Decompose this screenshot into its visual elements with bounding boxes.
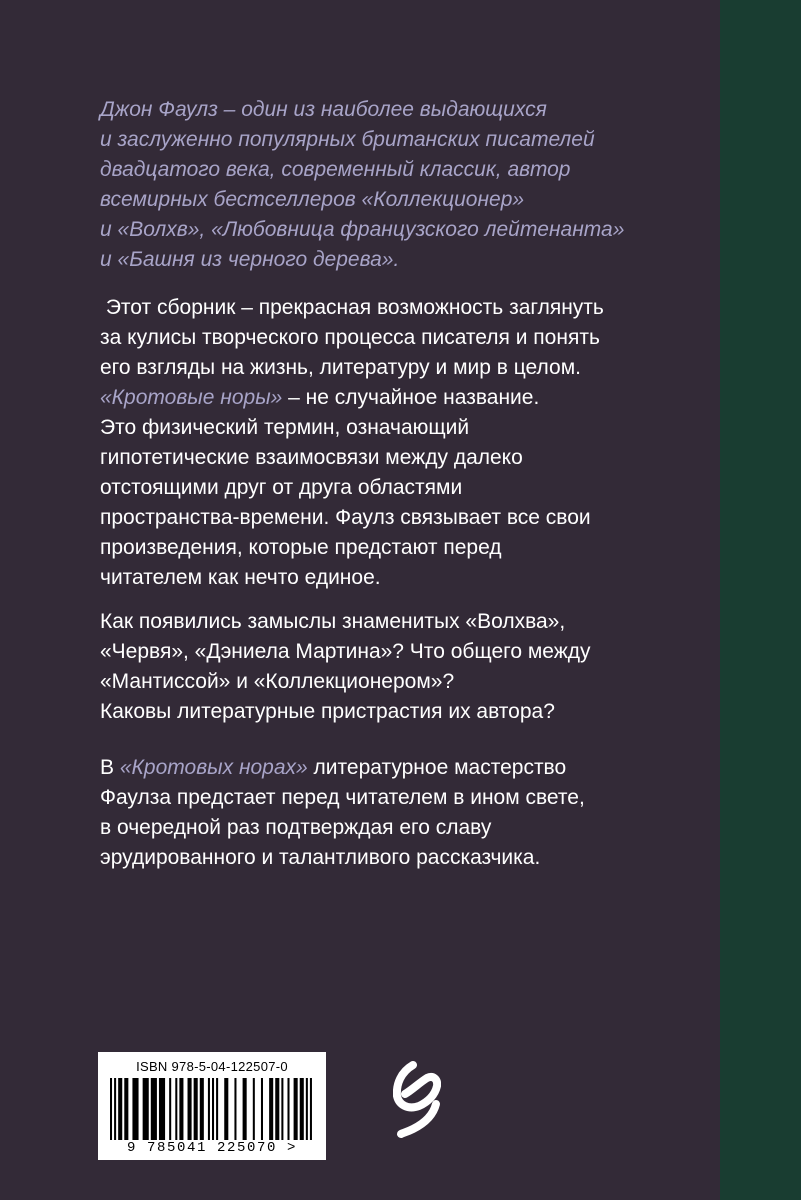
barcode-bar — [114, 1078, 116, 1140]
barcode-bar — [212, 1078, 214, 1140]
barcode-bar — [208, 1078, 210, 1140]
logo-upper-curve — [397, 1065, 437, 1107]
barcode-bar — [118, 1078, 122, 1140]
barcode-bar — [310, 1078, 312, 1140]
barcode-bar — [234, 1078, 236, 1140]
paragraph-line: Как появились замыслы знаменитых «Волхва», — [100, 610, 566, 633]
barcode-bar — [179, 1078, 183, 1140]
intro-line: всемирных бестселлеров «Коллекционер» — [100, 188, 525, 211]
book-spine — [720, 0, 801, 1200]
barcode-bar — [287, 1078, 289, 1140]
paragraph-line: «Мантиссой» и «Коллекционером»? — [100, 670, 455, 693]
paragraph-text: – не случайное название. — [282, 386, 540, 409]
paragraph-line: «Червя», «Дэниела Мартина»? Что общего между — [100, 640, 591, 663]
intro-line: двадцатого века, современный классик, автор — [100, 158, 571, 181]
book-title-highlight: «Кротовые норы» — [100, 386, 283, 409]
barcode-bar — [175, 1078, 177, 1140]
barcode-bar — [200, 1078, 204, 1140]
ean-digits: 9 785041 225070 > — [126, 1140, 298, 1156]
paragraph-line: эрудированного и талантливого рассказчика. — [100, 846, 541, 869]
paragraph-line: гипотетические взаимосвязи между далеко — [100, 446, 523, 469]
barcode-bar — [306, 1078, 308, 1140]
barcode-label — [98, 1052, 326, 1160]
paragraph-text: В — [100, 756, 120, 779]
paragraph-line: Каковы литературные пристрастия их автора? — [100, 700, 555, 723]
description-paragraph-2 — [100, 607, 710, 727]
barcode-bars — [110, 1078, 314, 1140]
intro-text — [100, 95, 700, 275]
intro-line: Джон Фаулз – один из наиболее выдающихся — [100, 98, 547, 121]
barcode-bar — [281, 1078, 283, 1140]
isbn-number: ISBN 978-5-04-122507-0 — [136, 1059, 288, 1074]
barcode-bar — [110, 1078, 112, 1140]
paragraph-text: литературное мастерство — [307, 756, 567, 779]
eksmo-logo-icon — [393, 1058, 441, 1140]
barcode-bar — [124, 1078, 128, 1140]
barcode-bar — [143, 1078, 149, 1140]
barcode-bar — [169, 1078, 171, 1140]
intro-line: и «Башня из черного дерева». — [100, 248, 400, 271]
paragraph-line: за кулисы творческого процесса писателя и понять — [100, 326, 600, 349]
paragraph-line — [100, 753, 710, 783]
paragraph-line: отстоящими друг от друга областями — [100, 476, 463, 499]
barcode-bar — [188, 1078, 192, 1140]
paragraph-line: в очередной раз подтверждая его славу — [100, 816, 492, 839]
description-paragraph-3 — [100, 753, 710, 873]
barcode-bar — [261, 1078, 263, 1140]
paragraph-line: Это физический термин, означающий — [100, 416, 470, 439]
paragraph-line: пространства-времени. Фаулз связывает все свои — [100, 506, 591, 529]
barcode-bar — [194, 1078, 198, 1140]
barcode-bar — [269, 1078, 273, 1140]
barcode-bar — [253, 1078, 255, 1140]
barcode-bar — [243, 1078, 247, 1140]
paragraph-line: его взгляды на жизнь, литературу и мир в целом. — [100, 356, 581, 379]
paragraph-line: произведения, которые предстают перед — [100, 536, 502, 559]
paragraph-line: Фаулза предстает перед читателем в ином свете, — [100, 786, 585, 809]
barcode-bar — [294, 1078, 298, 1140]
paragraph-line: читателем как нечто единое. — [100, 566, 381, 589]
barcode-bar — [132, 1078, 138, 1140]
book-title-highlight: «Кротовых норах» — [119, 756, 308, 779]
barcode-bar — [224, 1078, 228, 1140]
barcode-bar — [216, 1078, 218, 1140]
paragraph-line: Этот сборник – прекрасная возможность заглянуть — [100, 296, 604, 319]
barcode-bar — [151, 1078, 157, 1140]
intro-line: и «Волхв», «Любовница французского лейтенанта» — [100, 218, 625, 241]
description-paragraph-1 — [100, 293, 710, 593]
intro-line: и заслуженно популярных британских писателей — [100, 128, 595, 151]
barcode-bar — [300, 1078, 304, 1140]
paragraph-line — [100, 383, 710, 413]
barcode-bar — [159, 1078, 165, 1140]
barcode-bar — [275, 1078, 279, 1140]
